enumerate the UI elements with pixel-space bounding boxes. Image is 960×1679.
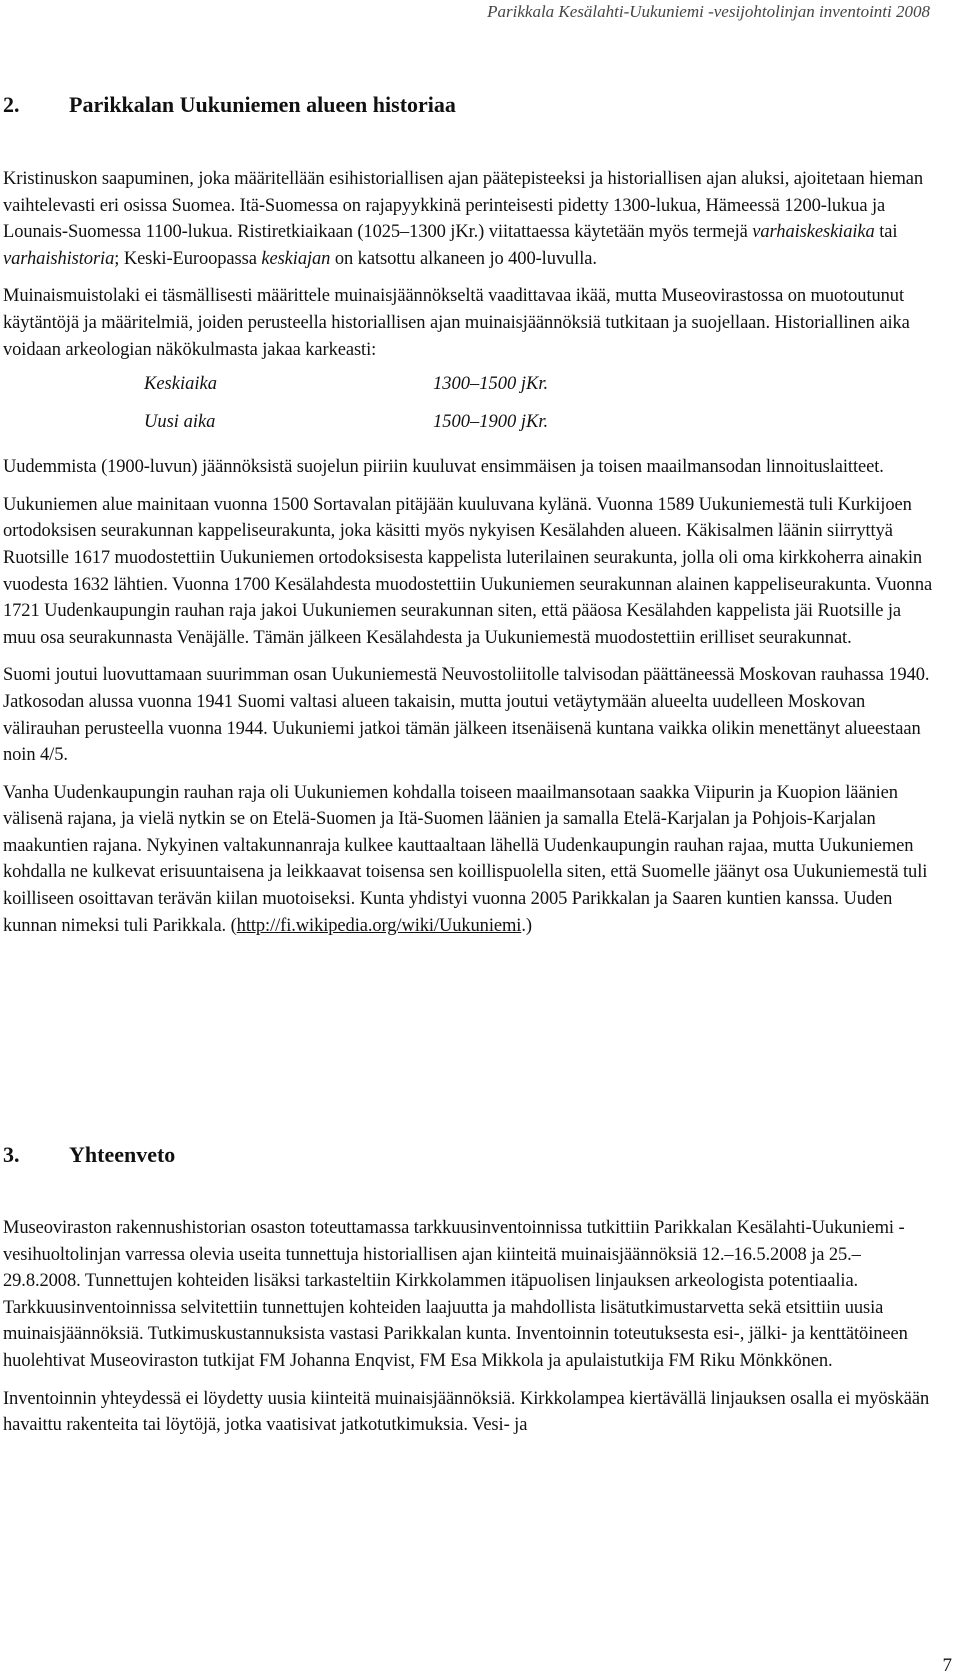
text-run: ; Keski-Euroopassa — [114, 248, 262, 269]
period-label: Uusi aika — [144, 412, 216, 433]
paragraph: Muinaismuistolaki ei täsmällisesti määrittele muinaisjäännökseltä vaadittavaa ikää, mutta Museovirastossa on muotoutunut käytäntöjä ja määritelmiä, joiden perusteella historiallisen ajan muinaisjäännöksiä tutkitaan ja suojellaan. Historiallinen aika voidaan arkeologian näkökulmasta jakaa karkeasti: — [3, 286, 910, 360]
period-row — [3, 374, 935, 412]
section-3-body — [3, 1215, 935, 1450]
paragraph — [3, 166, 935, 272]
period-label: Keskiaika — [144, 374, 217, 395]
italic-term: keskiajan — [261, 248, 331, 269]
section-3-number: 3. — [3, 1142, 20, 1167]
text-run: tai — [874, 222, 898, 243]
text-run: on katsottu alkaneen jo 400-luvulla. — [330, 248, 597, 269]
section-2-heading — [3, 92, 456, 118]
paragraph: Museoviraston rakennushistorian osaston toteuttamassa tarkkuusinventoinnissa tutkittiin Parikkalan Kesälahti-Uukuniemi -vesihuoltolinjan varressa olevia useita tunnettuja historiallisen ajan kiinteitä muinaisjäännöksiä 12.–16.5.2008 ja 25.–29.8.2008. Tunnettujen kohteiden lisäksi tarkasteltiin Kirkkolammen itäpuolisen linjauksen arkeologista potentiaalia. Tarkkuusinventoinnissa selvitettiin tunnettujen kohteiden laajuutta ja mahdollista lisätutkimustarvetta sekä etsittiin uusia muinaisjäännöksiä. Tutkimuskustannuksista vastasi Parikkalan kunta. Inventoinnin toteutuksesta esi-, jälki- ja kenttätöineen huolehtivat Museoviraston tutkijat FM Johanna Enqvist, FM Esa Mikkola ja apulaistutkija FM Riku Mönkkönen. — [3, 1218, 908, 1371]
italic-term: varhaiskeskiaika — [752, 222, 875, 243]
wikipedia-link[interactable]: http://fi.wikipedia.org/wiki/Uukuniemi — [236, 915, 522, 936]
paragraph: Inventoinnin yhteydessä ei löydetty uusia kiinteitä muinaisjäännöksiä. Kirkkolampea kiertävällä linjauksen osalla ei myöskään havaittu rakenteita tai löytöjä, jotka vaatisivat jatkotutkimuksia. Vesi- ja — [3, 1388, 930, 1436]
section-3-heading — [3, 1142, 175, 1168]
running-header: Parikkala Kesälahti-Uukuniemi -vesijohtolinjan inventointi 2008 — [487, 2, 930, 21]
paragraph: Uukuniemen alue mainitaan vuonna 1500 Sortavalan pitäjään kuuluvana kylänä. Vuonna 1589 Uukuniemestä tuli Kurkijoen ortodoksisen seurakunnan kappeliseurakunta, joka käsitti myös nykyisen Kesälahden alueen. Käkisalmen läänin siirryttyä Ruotsille 1617 muodostettiin Uukuniemen ortodoksisesta kappelista luterilainen seurakunta, jolla oli oma kirkkoherra ainakin vuodesta 1632 lähtien. Vuonna 1700 Kesälahdesta muodostettiin Uukuniemen seurakunnan alainen kappeliseurakunta. Vuonna 1721 Uudenkaupungin rauhan raja jakoi Uukuniemen seurakunnan siten, että pääosa Kesälahden kappelista jäi Ruotsille ja muu osa seurakunnasta Venäjälle. Tämän jälkeen Kesälahdesta ja Uukuniemestä muodostettiin erilliset seurakunnat. — [3, 494, 933, 648]
period-row — [3, 412, 935, 450]
paragraph: Suomi joutui luovuttamaan suurimman osan Uukuniemestä Neuvostoliitolle talvisodan päättäneessä Moskovan rauhassa 1940. Jatkosodan alussa vuonna 1941 Suomi valtasi alueen takaisin, mutta joutui vetäytymään alueelta uudelleen Moskovan välirauhan perusteella vuonna 1944. Uukuniemi jatkoi tämän jälkeen itsenäisenä kuntana vaikka olikin menettänyt alueestaan noin 4/5. — [3, 665, 930, 766]
period-range: 1500–1900 jKr. — [433, 412, 549, 433]
text-run: Kristinuskon saapuminen, joka määritellään esihistoriallisen ajan päätepisteeksi ja historiallisen ajan aluksi, ajoitetaan hieman vaihtelevasti eri osissa Suomea. Itä-Suomessa on rajapyykkinä perinteisesti pidetty 1300-lukua, Hämeessä 1200-lukua ja Lounais-Suomessa 1100-lukua. Ristiretkiaikaan (1025–1300 jKr.) viitattaessa käytetään myös termejä — [3, 169, 924, 243]
text-run: .) — [521, 915, 532, 936]
italic-term: varhaishistoria — [3, 248, 115, 269]
section-2-body — [3, 166, 935, 950]
text-run: Vanha Uudenkaupungin rauhan raja oli Uukuniemen kohdalla toiseen maailmansotaan saakka Viipurin ja Kuopion läänien välisenä rajana, ja vielä nytkin se on Etelä-Suomen ja Itä-Suomen läänien ja samalla Etelä-Karjalan ja Pohjois-Karjalan maakuntien rajana. Nykyinen valtakunnanraja kulkee kauttaaltaan lähellä Uudenkaupungin rauhan rajaa, mutta Uukuniemen kohdalla ne kulkevat erisuuntaisena ja leikkaavat toisensa sen koillispuolella siten, että Suomelle jäänyt osa Uukuniemestä tuli koilliseen osoittavan terävän kiilan muotoiseksi. Kunta yhdistyi vuonna 2005 Parikkalan ja Saaren kuntien kanssa. Uuden kunnan nimeksi tuli Parikkala. ( — [3, 782, 928, 936]
period-range: 1300–1500 jKr. — [433, 374, 549, 395]
section-2-title: Parikkalan Uukuniemen alueen historiaa — [69, 92, 456, 117]
page-number: 7 — [942, 1655, 952, 1676]
paragraph — [3, 780, 935, 940]
section-3-title: Yhteenveto — [69, 1142, 176, 1167]
paragraph: Uudemmista (1900-luvun) jäännöksistä suojelun piiriin kuuluvat ensimmäisen ja toisen maailmansodan linnoituslaitteet. — [3, 457, 884, 478]
section-2-number: 2. — [3, 92, 20, 117]
